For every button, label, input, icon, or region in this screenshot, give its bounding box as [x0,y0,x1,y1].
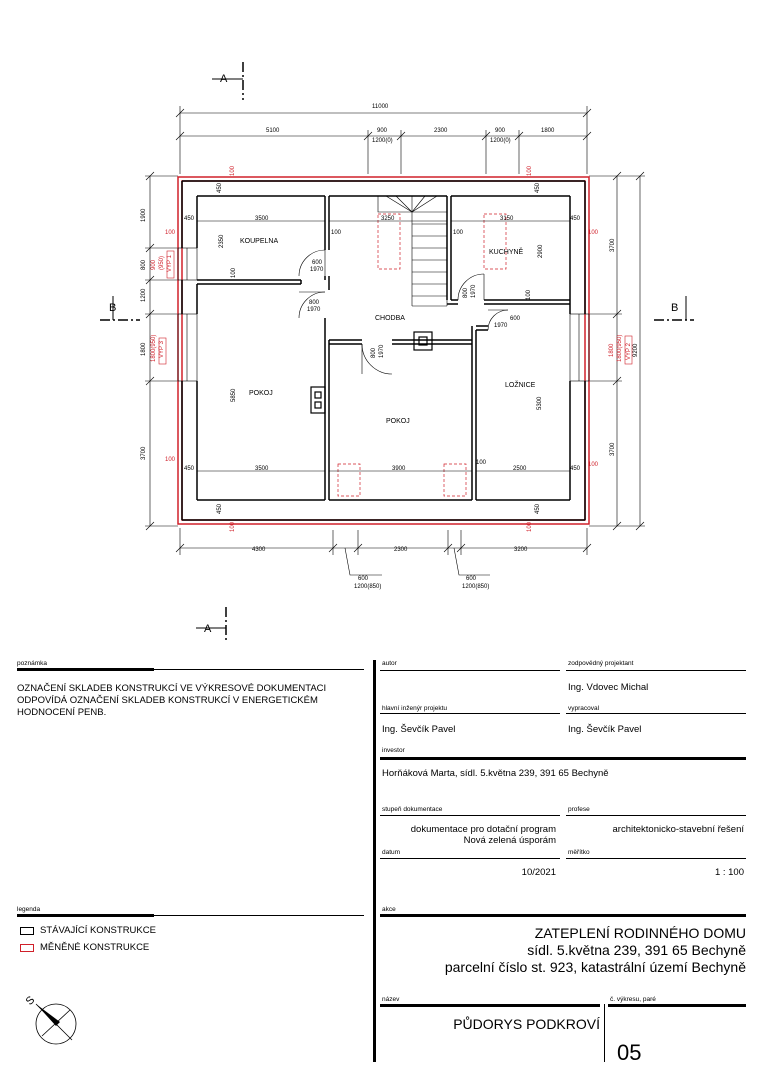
door4-width: 800 [463,287,469,298]
dim-left-4: 1800 [141,342,147,356]
dim-100-c: 100 [231,267,237,278]
dim-450-tl: 450 [217,182,223,193]
cislo-rule [608,1004,746,1007]
dim-right-4: 3700 [610,442,616,456]
autor-rule [380,670,560,671]
dim-top-4b: 1200(0) [490,138,511,144]
dim-bottom-w2a: 600 [466,576,477,582]
door3-height: 1970 [379,344,385,358]
vypracoval-value: Ing. Ševčík Pavel [568,724,642,735]
akce-value-2: sídl. 5.května 239, 391 65 Bechyně [527,942,746,958]
cislo-label: č. výkresu, paré [610,996,656,1003]
room-koupelna: KOUPELNA [240,238,279,245]
bottom-dimensions [176,528,591,575]
title-block-left-border [373,660,376,1062]
dim-450-lb: 450 [184,466,195,472]
door5-height: 1970 [494,323,508,329]
dim-red-100-top-left: 100 [230,165,236,176]
vypracoval-label: vypracoval [568,705,600,712]
dim-top-3: 2300 [434,128,448,134]
section-marker-a-bottom [196,607,226,640]
vypracoval-rule [566,713,746,714]
hip-value: Ing. Ševčík Pavel [382,724,456,735]
dim-left-3: 1200 [141,288,147,302]
autor-label: autor [382,660,397,667]
nazev-value: PŮDORYS PODKROVÍ [453,1016,600,1032]
dim-left-4b: 1800(950) [151,334,157,362]
dim-right-2: 1800 [609,343,615,357]
legenda-rule-thick [17,914,154,917]
dim-100-b: 100 [453,230,464,236]
stupen-rule [380,815,560,816]
profese-label: profese [568,806,590,813]
datum-rule [380,858,560,859]
dim-bottom-w1a: 600 [358,576,369,582]
section-marker-a-top [212,62,243,100]
dim-pokoj-left-height: 5850 [231,388,237,402]
nazev-rule [380,1004,600,1007]
dim-left-2d: VYP 1 [167,255,173,272]
dim-right-2b: 1800(950) [617,334,623,362]
dim-red-100-left-top: 100 [165,230,176,236]
legenda-label: legenda [17,906,41,913]
dim-red-100-right-top: 100 [588,230,599,236]
room-pokoj-middle: POKOJ [386,418,410,425]
poznamka-line-2: ODPOVÍDÁ OZNAČENÍ SKLADEB KONSTRUKCÍ V ENERGETICKÉM [17,695,318,706]
dim-kuchyne-width: 3150 [500,216,514,222]
profese-value: architektonicko-stavební řešení [612,824,744,835]
dim-left-2: 800 [141,259,147,270]
dim-top-2b: 1200(0) [372,138,393,144]
dim-red-100-bottom-right: 100 [527,521,533,532]
dim-top-1: 5100 [266,128,280,134]
section-marker-b-left [100,296,140,320]
dim-100-d: 100 [526,289,532,300]
section-a-bottom-label: A [204,623,212,635]
poznamka-label: poznámka [17,660,47,667]
dim-top-5: 1800 [541,128,555,134]
dim-right-2c: VYP 2 [626,343,632,360]
dim-450-lt: 450 [184,216,195,222]
datum-value: 10/2021 [521,867,556,878]
nazev-label: název [382,996,400,1003]
meritko-rule [566,858,746,859]
akce-value-1: ZATEPLENÍ RODINNÉHO DOMU [534,925,746,941]
dim-koupelna-height: 2350 [219,234,225,248]
dim-right-3: 9200 [633,343,639,357]
legend-changed-label: MĚNĚNÉ KONSTRUKCE [40,942,150,953]
poznamka-line-1: OZNAČENÍ SKLADEB KONSTRUKCÍ VE VÝKRESOVÉ DOKUMENTACI [17,683,327,694]
dim-top-4: 900 [495,128,506,134]
chimney-middle [414,332,432,350]
door4-height: 1970 [471,284,477,298]
stupen-label: stupeň dokumentace [382,806,443,813]
dim-450-rb: 450 [570,466,581,472]
dim-left-1: 1900 [141,208,147,222]
north-label: S [23,994,38,1008]
dim-bottom-3: 3200 [514,547,528,553]
projektant-rule [566,670,746,671]
dim-bottom-w2b: 1200(850) [462,584,490,590]
dim-left-2b: 900 [151,259,157,270]
dim-kuchyne-height: 2900 [538,244,544,258]
projektant-label: zodpovědný projektant [568,660,634,667]
section-b-left-label: B [109,302,117,314]
dim-right-1: 3700 [610,238,616,252]
dim-left-5: 3700 [141,446,147,460]
door2-width: 800 [309,300,320,306]
dim-red-100-left-bottom: 100 [165,457,176,463]
poznamka-rule-thin [154,669,364,670]
dim-top-2: 900 [377,128,388,134]
dim-100-a: 100 [331,230,342,236]
dim-stair-width: 3250 [381,216,395,222]
dim-koupelna-width: 3500 [255,216,269,222]
poznamka-line-3: HODNOCENÍ PENB. [17,707,107,718]
meritko-value: 1 : 100 [714,867,744,878]
akce-label: akce [382,906,396,913]
investor-label: investor [382,747,405,754]
section-b-right-label: B [671,302,679,314]
dim-loznice-width: 2500 [513,466,527,472]
roof-windows [338,214,506,496]
door1-width: 600 [312,260,323,266]
door2-height: 1970 [307,307,321,313]
north-arrow-icon [22,988,82,1050]
dim-left-2c: (950) [159,255,165,270]
section-marker-b-right [654,296,694,320]
dim-bottom-w1b: 1200(850) [354,584,382,590]
stupen-value-1: dokumentace pro dotační program [410,824,556,835]
profese-rule [566,815,746,816]
cislo-value: 05 [617,1040,642,1065]
door1-height: 1970 [310,267,324,273]
dim-450-rt: 450 [570,216,581,222]
dim-red-100-top-right: 100 [527,165,533,176]
projektant-value: Ing. Vdovec Michal [568,682,649,693]
akce-value-3: parcelní číslo st. 923, katastrální území Bechyně [444,959,746,975]
room-kuchyne: KUCHYNĚ [489,249,524,256]
chimney-left [311,387,325,413]
section-a-top-label: A [220,73,228,85]
dim-loznice-height: 5300 [537,396,543,410]
dim-red-100-right-bottom: 100 [588,462,599,468]
staircase [378,196,447,306]
hip-rule [380,713,560,714]
room-pokoj-left: POKOJ [249,390,273,397]
dim-100-e: 100 [476,460,487,466]
door5-width: 600 [510,316,521,322]
dim-450-bl: 450 [217,503,223,514]
hip-label: hlavní inženýr projektu [382,705,448,712]
legenda-rule-thin [154,915,364,916]
akce-rule [380,914,746,917]
dim-left-4c: VYP 3 [159,341,165,358]
door3-width: 800 [371,347,377,358]
stupen-value-2: Nová zelená úsporám [463,835,556,846]
dim-pokoj-middle-width: 3900 [392,466,406,472]
dim-pokoj-left-width: 3500 [255,466,269,472]
dim-top-total: 11000 [372,104,389,110]
room-chodba: CHODBA [375,315,405,322]
room-loznice: LOŽNICE [505,382,536,389]
dim-450-tr: 450 [535,182,541,193]
poznamka-rule-thick [17,668,154,671]
dim-bottom-2: 2300 [394,547,408,553]
legend-existing-label: STÁVAJÍCÍ KONSTRUKCE [40,925,156,936]
dim-red-100-bottom-left: 100 [230,521,236,532]
meritko-label: měřítko [568,849,590,856]
cislo-divider [604,1004,605,1062]
dim-450-br: 450 [535,503,541,514]
legend-changed-swatch [20,944,34,952]
investor-rule [380,757,746,760]
investor-value: Horňáková Marta, sídl. 5.května 239, 391 65 Bechyně [382,768,609,779]
legend-existing-swatch [20,927,34,935]
dim-bottom-1: 4300 [252,547,266,553]
datum-label: datum [382,849,401,856]
